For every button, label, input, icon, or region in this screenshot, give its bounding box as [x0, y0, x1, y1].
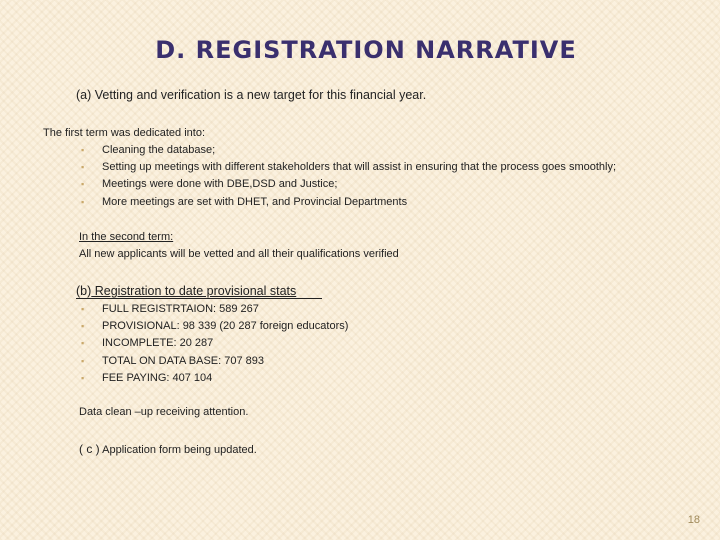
bullet-icon: ▪ [81, 304, 85, 314]
bullet-icon: ▪ [81, 372, 85, 383]
section-b-prefix: (b) [76, 284, 92, 298]
list-item: ▪ TOTAL ON DATA BASE: 707 893 [102, 353, 348, 370]
list-item: ▪ PROVISIONAL: 98 339 (20 287 foreign educators) [102, 318, 348, 335]
section-b-underline [76, 298, 322, 299]
section-c-text: ( c ) Application form being updated. [79, 442, 257, 456]
second-term-heading: In the second term: [79, 231, 174, 243]
bullet-icon: ▪ [81, 162, 85, 173]
page-number: 18 [687, 514, 700, 526]
bullet-icon: ▪ [81, 338, 85, 349]
bullet-icon: ▪ [81, 321, 85, 332]
section-a-text: (a) Vetting and verification is a new target for this financial year. [76, 88, 427, 102]
list-item: ▪ INCOMPLETE: 20 287 [102, 335, 348, 352]
list-item: ▪ FULL REGISTRTAION: 589 267 [102, 301, 348, 318]
bullet-icon: ▪ [81, 179, 85, 190]
stats-list [81, 301, 349, 387]
list-item: ▪ Meetings were done with DBE,DSD and Justice; [102, 176, 616, 193]
bullet-icon: ▪ [81, 196, 85, 207]
list-item: ▪ FEE PAYING: 407 104 [102, 370, 348, 387]
first-term-list [81, 142, 617, 211]
first-term-intro: The first term was dedicated into: [43, 127, 206, 139]
bullet-icon: ▪ [81, 145, 85, 155]
list-item: ▪ More meetings are set with DHET, and Provincial Departments [102, 194, 616, 211]
bullet-icon: ▪ [81, 355, 85, 366]
section-c-label: ( c ) [79, 442, 100, 456]
list-item: ▪ Cleaning the database; [102, 142, 616, 159]
second-term-text: All new applicants will be vetted and all their qualifications verified [79, 248, 399, 260]
section-b-title: Registration to date provisional stats [91, 284, 297, 298]
page-title: D. REGISTRATION NARRATIVE [155, 36, 577, 64]
data-clean-text: Data clean –up receiving attention. [79, 406, 249, 418]
list-item: ▪ Setting up meetings with different stakeholders that will assist in ensuring that the process goes smoothly; [102, 159, 616, 176]
